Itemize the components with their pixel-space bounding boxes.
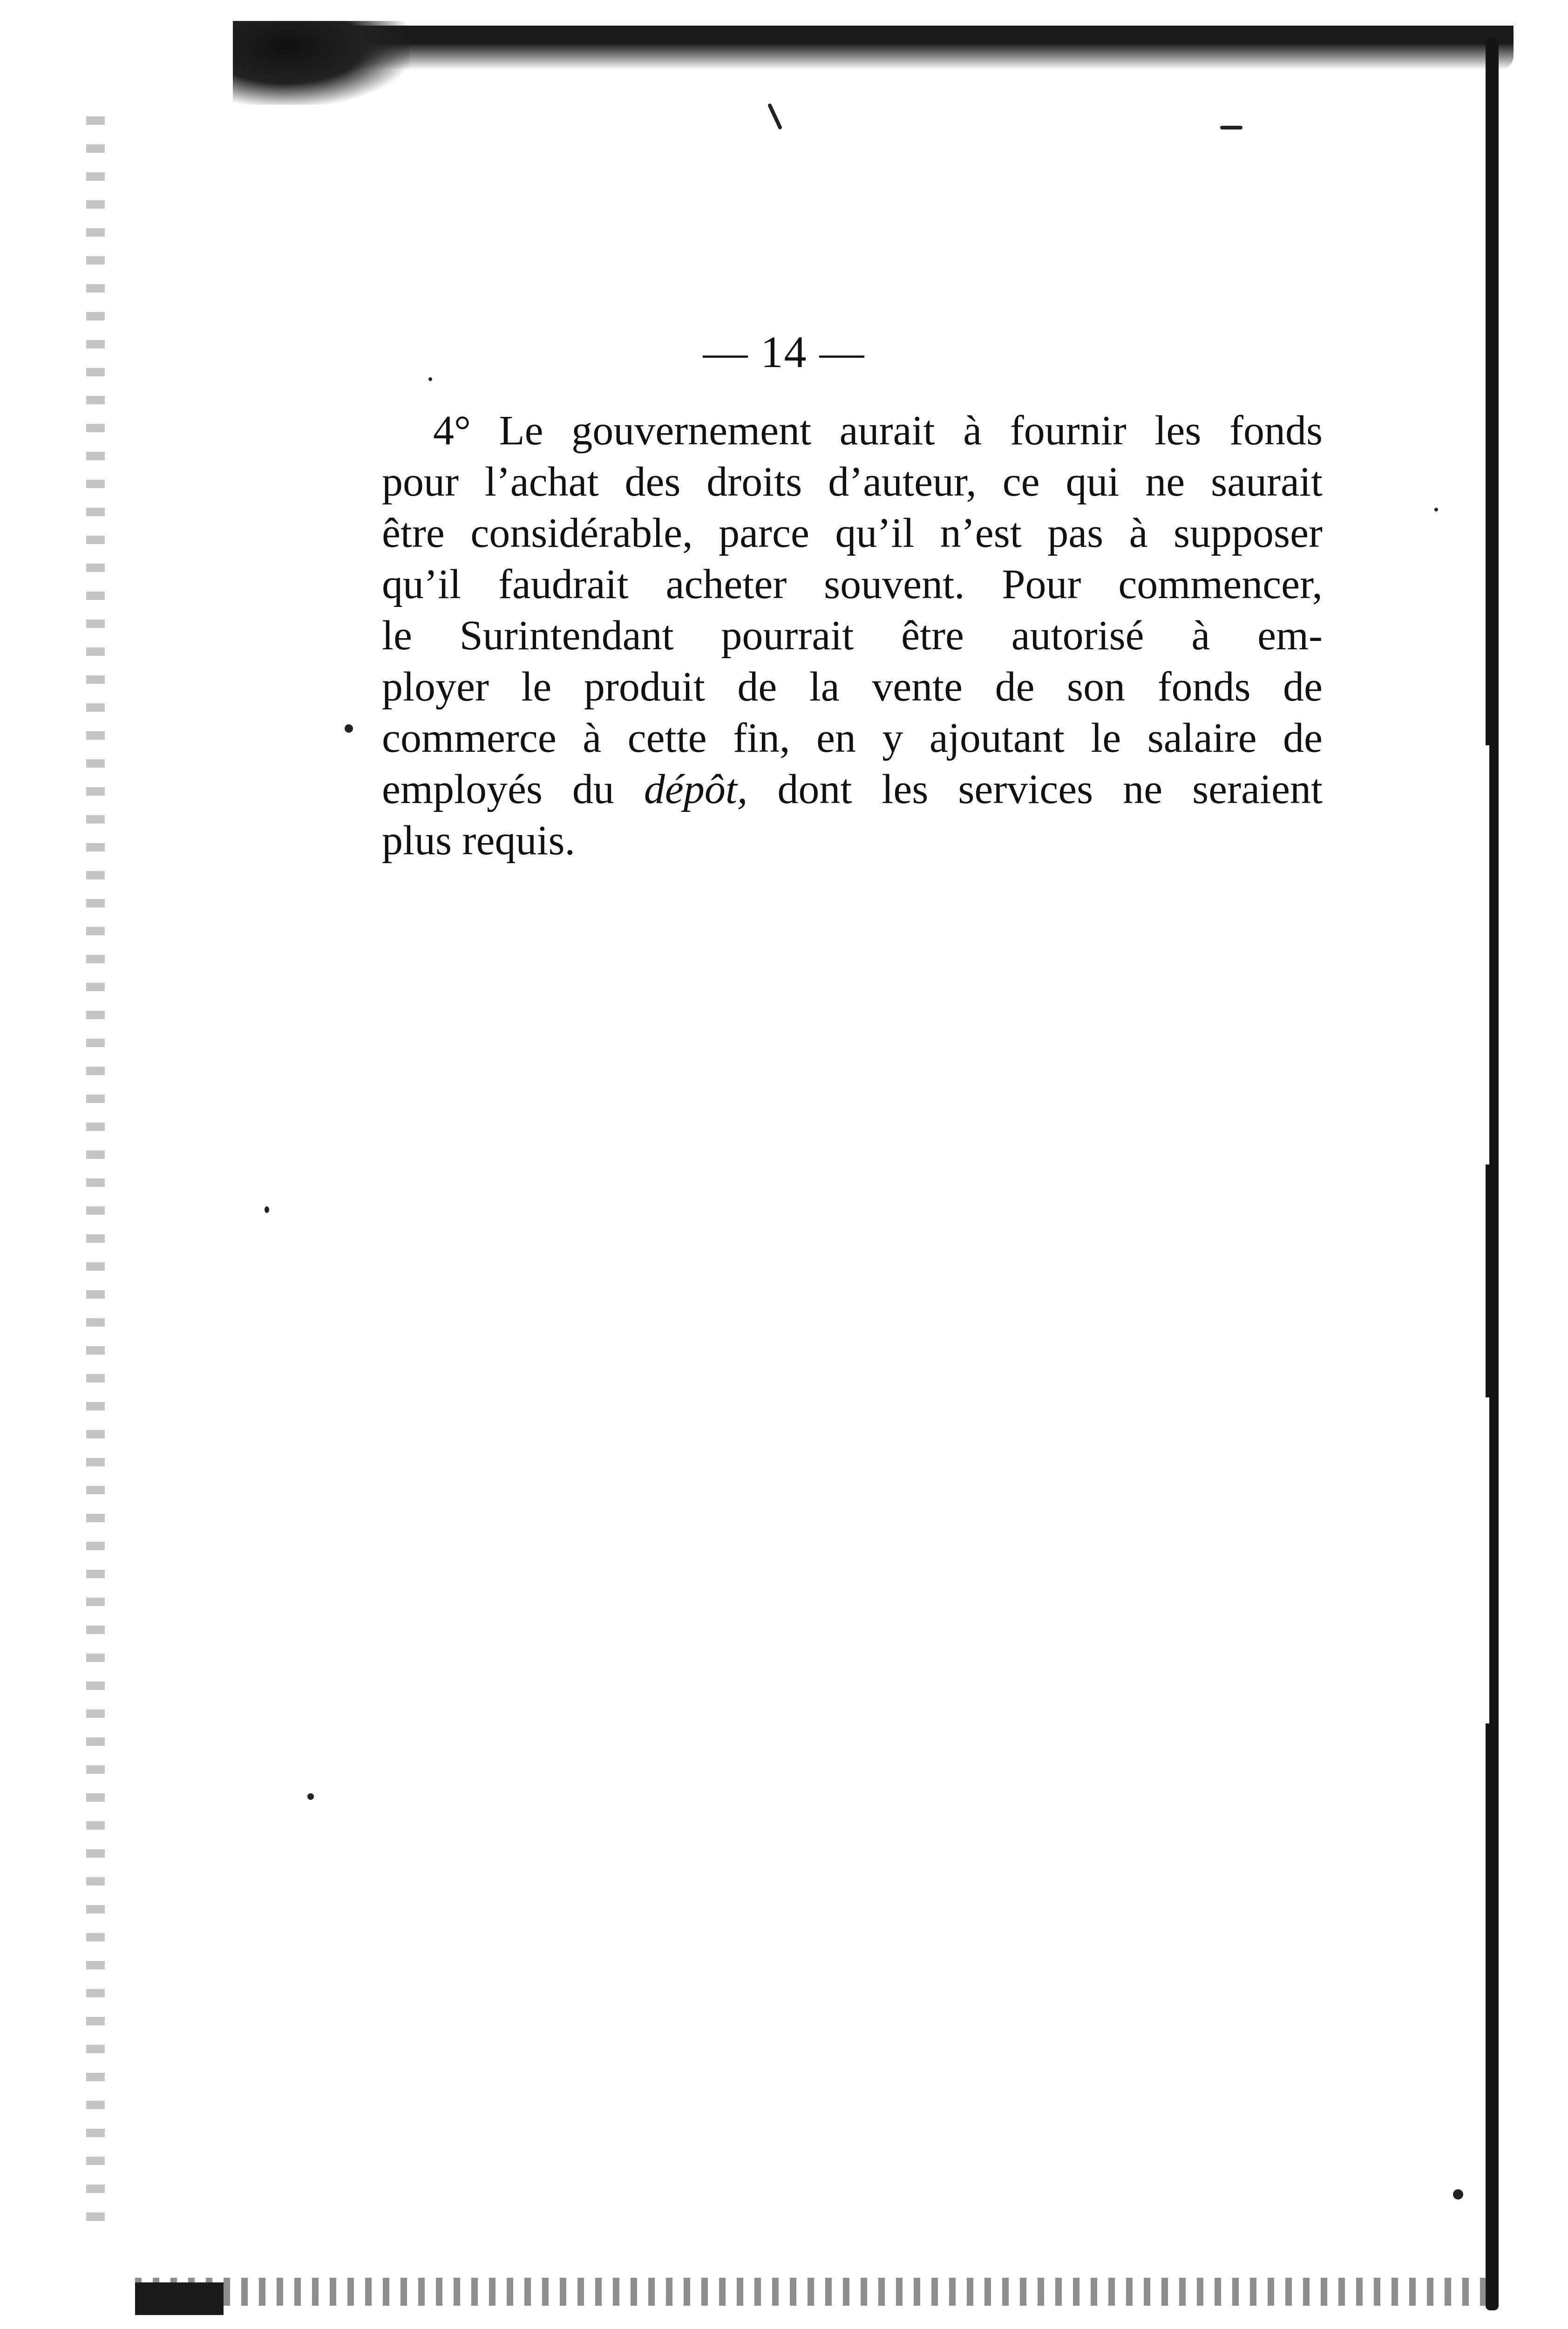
scan-edge-bottom	[135, 2278, 1495, 2306]
scan-speck	[1453, 2189, 1463, 2200]
scan-speck	[767, 103, 783, 130]
scan-speck	[265, 1206, 269, 1213]
scan-edge-right-notch	[1481, 1397, 1489, 1723]
paragraph-line: être considérable, parce qu’il n’est pas à supposer	[382, 510, 1323, 556]
scan-edge-bottom-corner	[135, 2282, 224, 2315]
scan-edge-left	[86, 116, 105, 2240]
paragraph-line: ployer le produit de la vente de son fonds de	[382, 664, 1323, 710]
paragraph-text: dont les services ne seraient	[747, 766, 1323, 812]
scan-edge-top-corner	[233, 21, 410, 105]
paragraph-line: qu’il faudrait acheter souvent. Pour commencer,	[382, 561, 1323, 607]
paragraph-line: pour l’achat des droits d’auteur, ce qui ne saurait	[382, 459, 1323, 505]
scan-speck	[428, 377, 432, 381]
italic-word: dépôt,	[644, 766, 748, 812]
paragraph-last-line: plus requis.	[382, 817, 575, 864]
paragraph-line	[382, 764, 1323, 815]
scan-speck	[345, 724, 353, 733]
page-number: — 14 —	[703, 327, 865, 377]
scan-speck	[1434, 508, 1438, 511]
scan-edge-top	[233, 26, 1514, 70]
scan-speck	[1220, 126, 1242, 129]
scan-speck	[307, 1793, 314, 1800]
paragraph-line: le Surintendant pourrait être autorisé à em-	[382, 613, 1323, 659]
scan-edge-right	[1486, 37, 1499, 2310]
paragraph-line: commerce à cette fin, en y ajoutant le salaire de	[382, 715, 1323, 761]
paragraph-line: 4° Le gouvernement aurait à fournir les fonds	[433, 408, 1323, 454]
scan-edge-right-notch	[1481, 745, 1489, 1164]
paragraph-text: employés du	[382, 766, 644, 812]
body-paragraph	[382, 405, 1323, 866]
